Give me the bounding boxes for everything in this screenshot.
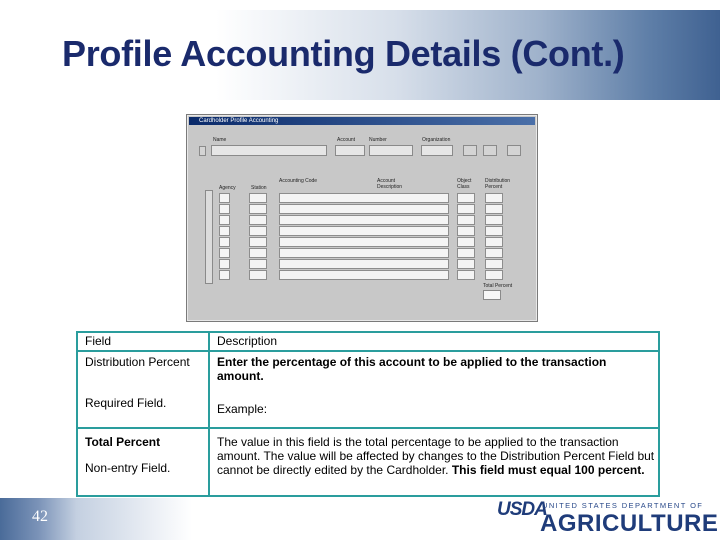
usda-department-text: UNITED STATES DEPARTMENT OF <box>542 501 704 510</box>
number-field[interactable] <box>369 145 413 156</box>
toolbar-button-2[interactable] <box>483 145 497 156</box>
field-distribution-percent: Distribution Percent <box>85 355 190 369</box>
field-total-percent: Total Percent <box>85 435 161 449</box>
organization-field[interactable] <box>421 145 453 156</box>
label-name: Name <box>213 137 227 143</box>
label-total-percent: Total Percent <box>483 283 513 289</box>
description-total-percent <box>217 435 655 477</box>
app-window-title: Cardholder Profile Accounting <box>199 118 279 124</box>
label-distribution-percent: Distribution Percent <box>485 178 511 190</box>
description-total-percent-text: The value in this field is the total percentage to be applied to the transaction amount. The value will be affected by changes to the Distribution Percent Field but cannot be directly edited by the Cardholder. <box>217 435 655 477</box>
description-distribution-percent: Enter the percentage of this account to be applied to the transaction amount. <box>217 355 607 383</box>
grid-scrollbar[interactable] <box>205 190 213 284</box>
label-station: Station <box>251 185 267 191</box>
distribution-percent-column[interactable] <box>485 193 503 281</box>
description-example: Example: <box>217 402 268 416</box>
app-titlebar <box>189 117 535 125</box>
object-class-column[interactable] <box>457 193 475 281</box>
label-object-class: Object Class <box>457 178 472 190</box>
app-screenshot-window <box>186 114 538 322</box>
description-table <box>76 331 660 497</box>
label-number: Number <box>369 137 387 143</box>
label-agency: Agency <box>219 185 236 191</box>
record-scroll-icon[interactable] <box>199 146 206 156</box>
accounting-code-column[interactable] <box>279 193 449 281</box>
field-required: Required Field. <box>85 396 167 410</box>
usda-logo-text: USDA <box>497 499 547 520</box>
row-divider <box>78 427 658 429</box>
slide-title: Profile Accounting Details (Cont.) <box>62 33 625 74</box>
field-non-entry: Non-entry Field. <box>85 461 171 475</box>
header-divider <box>78 350 658 352</box>
station-column[interactable] <box>249 193 267 281</box>
header-field: Field <box>85 334 112 348</box>
agency-column[interactable] <box>219 193 230 281</box>
label-account: Account <box>337 137 356 143</box>
label-accounting-code: Accounting Code <box>279 178 318 184</box>
header-description: Description <box>217 334 278 348</box>
name-field[interactable] <box>211 145 327 156</box>
column-divider <box>208 333 210 495</box>
page-number: 42 <box>32 508 48 525</box>
footer-bar <box>0 498 480 540</box>
total-percent-field <box>483 290 501 300</box>
usda-agriculture-text: AGRICULTURE <box>540 510 719 537</box>
label-account-description: Account Description <box>377 178 403 190</box>
account-field[interactable] <box>335 145 365 156</box>
toolbar-button-3[interactable] <box>507 145 521 156</box>
label-organization: Organization <box>422 137 451 143</box>
description-total-percent-bold: This field must equal 100 percent. <box>451 463 645 477</box>
toolbar-button-1[interactable] <box>463 145 477 156</box>
